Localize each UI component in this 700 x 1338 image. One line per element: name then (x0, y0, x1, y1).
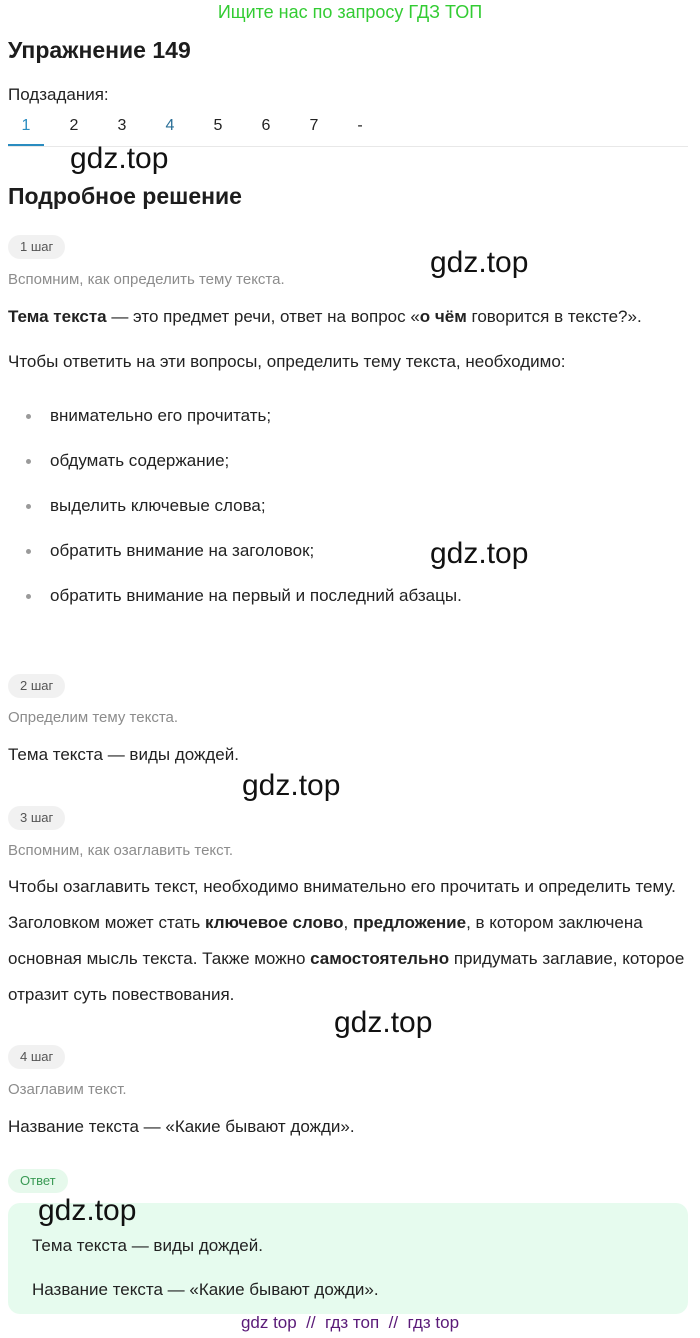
sentence-bold: предложение (352, 913, 467, 932)
step-4-text: Название текста — «Какие бывают дожди». (8, 1117, 355, 1136)
definition-text: — это предмет речи, ответ на вопрос « (106, 307, 420, 326)
step-badge-2: 2 шаг (8, 674, 65, 698)
step-3-text: Чтобы озаглавить текст, необходимо внимательно его прочитать и определить тему. Заголовком может стать (8, 877, 676, 932)
subtask-tab-1[interactable]: 1 (8, 113, 44, 146)
subtask-tab-dash[interactable]: - (357, 117, 363, 134)
section-title: Подробное решение (8, 183, 242, 209)
step-badge-1: 1 шаг (8, 235, 65, 259)
answer-line-2: Название текста — «Какие бывают дожди». (32, 1280, 379, 1299)
self-bold: самостоятельно (310, 949, 450, 968)
step-badge-4: 4 шаг (8, 1045, 65, 1069)
step-badge-3: 3 шаг (8, 806, 65, 830)
watermark: gdz.top (334, 1006, 433, 1039)
step-hint-2: Определим тему текста. (8, 709, 179, 726)
definition-end: говорится в тексте?». (466, 307, 642, 326)
page-title: Упражнение 149 (8, 37, 191, 63)
search-promo-banner: Ищите нас по запросу ГДЗ ТОП (217, 2, 483, 22)
subtasks-label: Подзадания: (8, 85, 109, 104)
question-bold: о чём (419, 307, 467, 326)
answer-badge: Ответ (8, 1169, 68, 1193)
watermark: gdz.top (242, 769, 341, 802)
list-item: обратить внимание на первый и последний абзацы. (22, 576, 682, 621)
answer-line-1: Тема текста — виды дождей. (32, 1236, 263, 1255)
step-3-text: , в котором заключена основная мысль текста. Также можно (8, 913, 643, 968)
step-hint-1: Вспомним, как определить тему текста. (8, 271, 285, 288)
subtask-tab-7[interactable]: 7 (309, 117, 319, 134)
watermark: gdz.top (70, 142, 169, 175)
subtask-tab-3[interactable]: 3 (117, 117, 127, 134)
step-3-text: , (343, 913, 353, 932)
step-hint-4: Озаглавим текст. (8, 1081, 127, 1098)
subtask-tab-6[interactable]: 6 (261, 117, 271, 134)
watermark: gdz.top (430, 246, 529, 279)
subtask-tab-4[interactable]: 4 (165, 117, 175, 134)
step-2-text: Тема текста — виды дождей. (8, 745, 239, 764)
step-1-paragraph: Чтобы ответить на эти вопросы, определить тему текста, необходимо: (8, 352, 566, 371)
keyword-bold: ключевое слово (205, 913, 344, 932)
subtask-tab-2[interactable]: 2 (69, 117, 79, 134)
watermark: gdz.top (430, 537, 529, 570)
step-3-paragraph (8, 869, 692, 1013)
step-3-text: придумать заглавие, которое отразит суть повествования. (8, 949, 685, 1004)
answer-box (8, 1194, 688, 1314)
list-item: внимательно его прочитать; (22, 396, 682, 441)
list-item: обратить внимание на заголовок; (22, 531, 682, 576)
watermark: gdz.top (38, 1194, 137, 1227)
list-item: выделить ключевые слова; (22, 486, 682, 531)
footer-links[interactable]: gdz top // гдз топ // гдз top (240, 1313, 460, 1332)
list-item: обдумать содержание; (22, 441, 682, 486)
steps-list (22, 396, 682, 621)
term-bold: Тема текста (8, 307, 107, 326)
step-hint-3: Вспомним, как озаглавить текст. (8, 842, 234, 859)
topic-definition (8, 299, 692, 335)
subtask-tab-5[interactable]: 5 (213, 117, 223, 134)
